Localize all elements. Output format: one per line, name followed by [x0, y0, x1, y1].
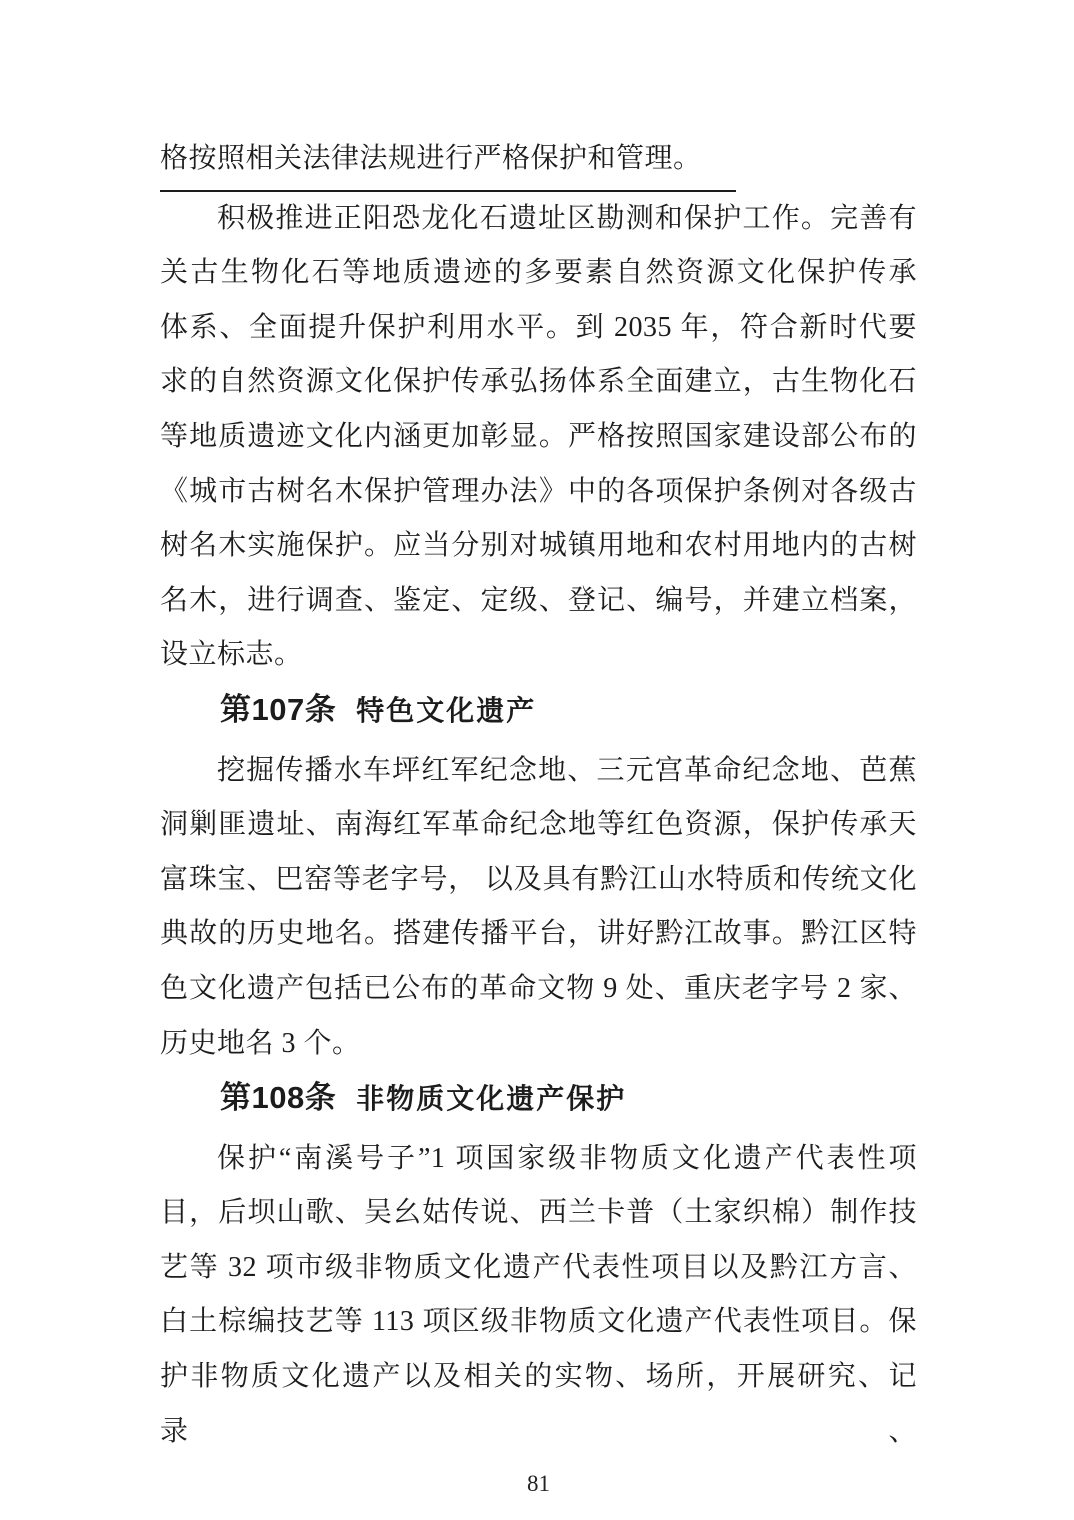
underlined-carryover-line — [160, 132, 917, 192]
body-line: 关古生物化石等地质遗迹的多要素自然资源文化保护传承 — [160, 257, 917, 289]
body-line: 保护“南溪号子”1 项国家级非物质文化遗产代表性项 — [217, 1142, 917, 1174]
body-line: 艺等 32 项市级非物质文化遗产代表性项目以及黔江方言、 — [160, 1251, 917, 1283]
article-title: 特色文化遗产 — [356, 695, 537, 727]
body-line: 体系、全面提升保护利用水平。到 2035 年，符合新时代要 — [160, 311, 917, 343]
paragraph-fossil-protection — [160, 192, 917, 683]
body-line: 树名木实施保护。应当分别对城镇用地和农村用地内的古树 — [160, 530, 917, 562]
page-number: 81 — [527, 1471, 550, 1497]
body-line: 白土棕编技艺等 113 项区级非物质文化遗产代表性项目。保 — [160, 1306, 917, 1338]
body-line: 典故的历史地名。搭建传播平台，讲好黔江故事。黔江区特 — [160, 918, 917, 950]
article-title: 非物质文化遗产保护 — [356, 1084, 627, 1116]
article-number: 第107条 — [220, 691, 337, 727]
body-line: 洞剿匪遗址、南海红军革命纪念地等红色资源，保护传承天 — [160, 809, 917, 841]
body-line: 积极推进正阳恐龙化石遗址区勘测和保护工作。完善有 — [217, 202, 917, 234]
body-line: 求的自然资源文化保护传承弘扬体系全面建立，古生物化石 — [160, 366, 917, 398]
underlined-text: 格按照相关法律法规进行严格保护和管理。 — [160, 132, 736, 192]
article-heading-108 — [160, 1071, 917, 1132]
paragraph-intangible-heritage — [160, 1132, 917, 1460]
body-line: 护非物质文化遗产以及相关的实物、场所，开展研究、记录、 — [160, 1361, 917, 1447]
body-line: 富珠宝、巴窑等老字号， 以及具有黔江山水特质和传统文化 — [160, 863, 917, 895]
body-line: 等地质遗迹文化内涵更加彰显。严格按照国家建设部公布的 — [160, 420, 917, 452]
body-line: 历史地名 3 个。 — [160, 1027, 361, 1059]
body-line: 色文化遗产包括已公布的革命文物 9 处、重庆老字号 2 家、 — [160, 972, 917, 1004]
paragraph-characteristic-heritage — [160, 744, 917, 1072]
body-line: 设立标志。 — [160, 639, 303, 671]
body-line: 目，后坝山歌、吴幺姑传说、西兰卡普（土家织棉）制作技 — [160, 1197, 917, 1229]
body-line: 《城市古树名木保护管理办法》中的各项保护条例对各级古 — [160, 475, 917, 507]
article-heading-107 — [160, 683, 917, 744]
body-line: 名木，进行调查、鉴定、定级、登记、编号，并建立档案， — [160, 584, 917, 616]
body-line: 挖掘传播水车坪红军纪念地、三元宫革命纪念地、芭蕉 — [217, 754, 917, 786]
article-number: 第108条 — [220, 1080, 337, 1116]
